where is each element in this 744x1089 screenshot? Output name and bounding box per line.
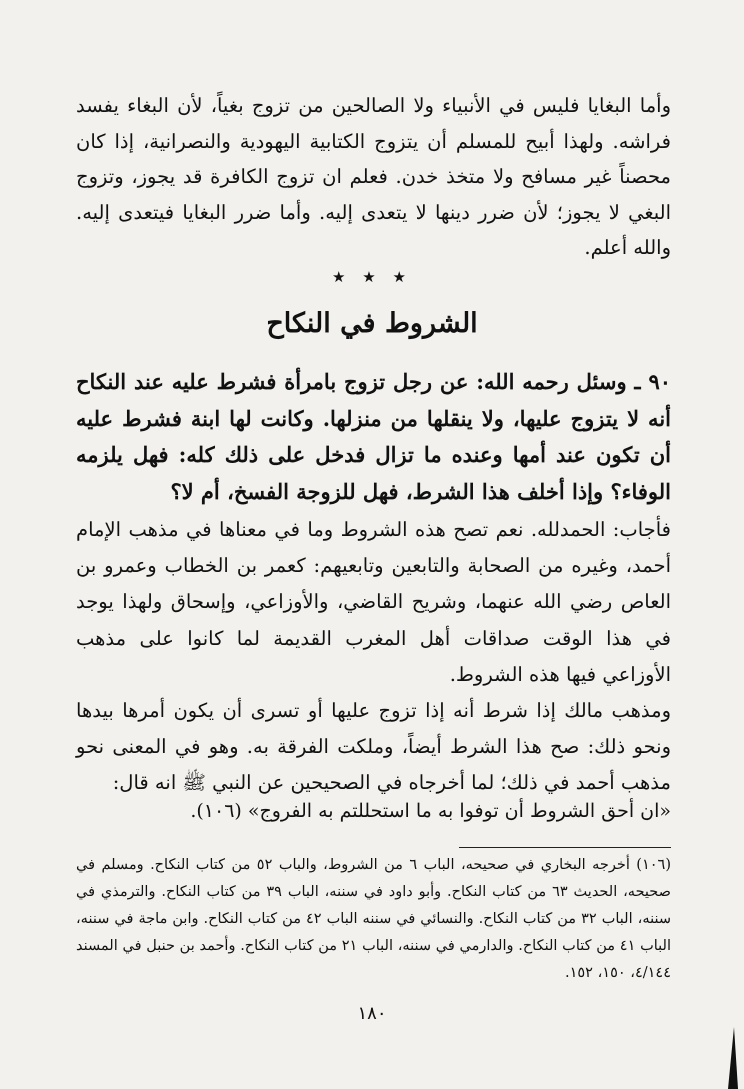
intro-paragraph: وأما البغايا فليس في الأنبياء ولا الصالحين من تزوج بغياً، لأن البغاء يفسد فراشه. ولهذا أبيح للمسلم أن يتزوج الكتابية اليهودية والنصرانية، إذا كان محصناً غير مسافح ولا متخذ خدن. فعلم ان تزوج الكافرة قد يجوز، وتزوج البغي لا يجوز؛ لأن ضرر دينها لا يتعدى إليه. وأما ضرر البغايا فيتعدى إليه. والله أعلم. <box>76 94 671 259</box>
question-paragraph: ٩٠ ـ وسئل رحمه الله: عن رجل تزوج بامرأة فشرط عليه عند النكاح أنه لا يتزوج عليها، ولا ينقلها من منزلها. وكانت لها ابنة فشرط عليه أن تكون عند أمها وعنده ما تزال فدخل على ذلك كله: فهل يلزمه الوفاء؟ وإذا أخلف هذا الشرط، فهل للزوجة الفسخ، أم لا؟ <box>76 369 671 504</box>
question-block <box>76 364 671 510</box>
intro-paragraph-block <box>76 88 671 266</box>
section-separator: ★ ★ ★ <box>332 268 412 286</box>
page-edge-mark <box>728 1027 738 1089</box>
footnote-divider <box>459 847 671 848</box>
footnote: (١٠٦) أخرجه البخاري في صحيحه، الباب ٦ من الشروط، والباب ٥٢ من كتاب النكاح. ومسلم في صحيحه، الحديث ٦٣ من كتاب النكاح. وأبو داود في سننه، الباب ٣٩ من كتاب النكاح. والترمذي في سننه، الباب ٣٢ من كتاب النكاح. والنسائي في سننه الباب ٤٢ من كتاب النكاح. وابن ماجة في سننه، الباب ٤١ من كتاب النكاح. والدارمي في سننه، الباب ٢١ من كتاب النكاح. وأحمد بن حنبل في المسند ٤/١٤٤، ١٥٠، ١٥٢. <box>76 857 672 981</box>
page-number: ١٨٠ <box>357 1003 387 1024</box>
section-heading: الشروط في النكاح <box>266 308 478 339</box>
answer-paragraph: فأجاب: الحمدلله. نعم تصح هذه الشروط وما في معناها في مذهب الإمام أحمد، وغيره من الصحابة والتابعين وتابعيهم: كعمر بن الخطاب وعمرو بن العاص رضي الله عنهما، وشريح القاضي، والأوزاعي، وإسحاق ولهذا يوجد في هذا الوقت صداقات أهل المغرب القديمة لما كانوا على مذهب الأوزاعي فيها هذه الشروط. <box>76 518 671 686</box>
answer-block <box>76 512 671 802</box>
hadith-quote: «ان أحق الشروط أن توفوا به ما استحللتم به الفروج» (١٠٦). <box>190 800 671 822</box>
answer-paragraph: ومذهب مالك إذا شرط أنه إذا تزوج عليها أو تسرى أن يكون أمرها بيدها ونحو ذلك: صح هذا الشرط أيضاً، وملكت الفرقة به. وهو في المعنى نحو مذهب أحمد في ذلك؛ لما أخرجاه في الصحيحين عن النبي ﷺ انه قال: <box>76 699 671 795</box>
